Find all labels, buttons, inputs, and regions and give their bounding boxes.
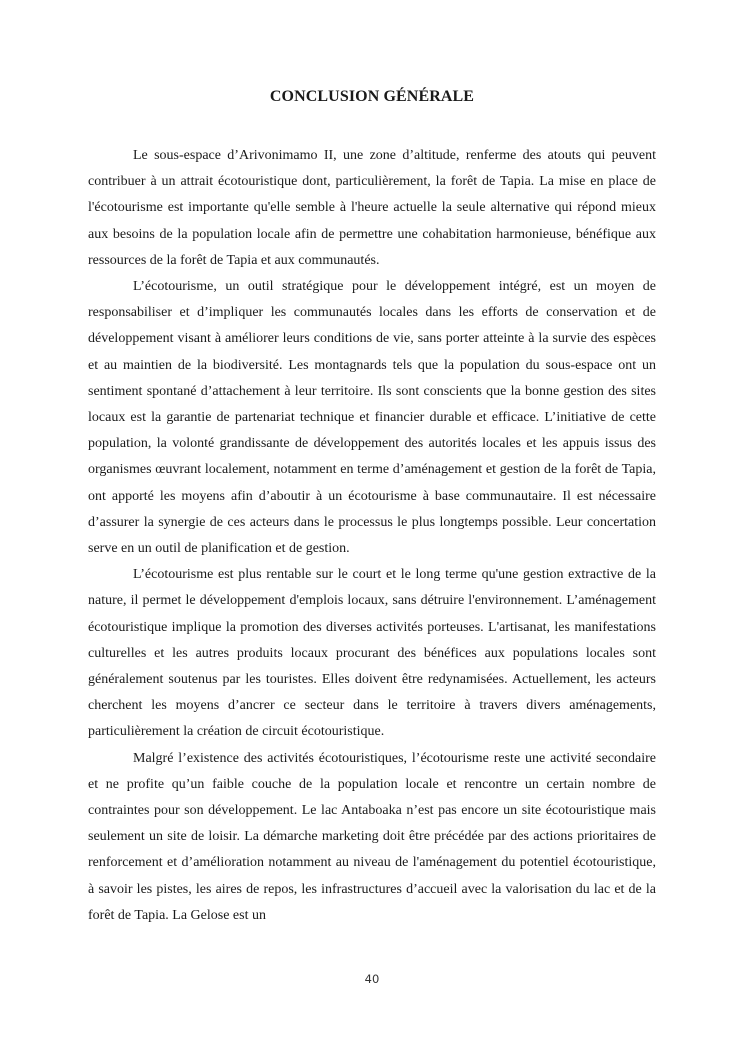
paragraph-2: L’écotourisme, un outil stratégique pour le développement intégré, est un moyen de responsabiliser et d’impliquer les communautés locales dans les efforts de conservation et de développement visant à améliorer leurs conditions de vie, sans porter atteinte à la survie des espèces et au maintien de la biodiversité. Les montagnards tels que la population du sous-espace ont un sentiment spontané d’attachement à leur territoire. Ils sont conscients que la bonne gestion des sites locaux est la garantie de partenariat technique et financier durable et efficace. L’initiative de cette population, la volonté grandissante de développement des autorités locales et les appuis issus des organismes œuvrant localement, notamment en terme d’aménagement et gestion de la forêt de Tapia, ont apporté les moyens afin d’aboutir à un écotourisme à base communautaire. Il est nécessaire d’assurer la synergie de ces acteurs dans le processus le plus longtemps possible. Leur concertation serve en un outil de planification et de gestion.	[88, 279, 656, 557]
paragraph-1: Le sous-espace d’Arivonimamo II, une zone d’altitude, renferme des atouts qui peuvent contribuer à un attrait écotouristique dont, particulièrement, la forêt de Tapia. La mise en place de l'écotourisme est importante qu'elle semble à l'heure actuelle la seule alternative qui répond mieux aux besoins de la population locale afin de permettre une cohabitation harmonieuse, bénéfique aux ressources de la forêt de Tapia et aux communautés.	[88, 148, 656, 268]
paragraph-4: Malgré l’existence des activités écotouristiques, l’écotourisme reste une activité secondaire et ne profite qu’un faible couche de la population locale et rencontre un certain nombre de contraintes pour son développement. Le lac Antaboaka n’est pas encore un site écotouristique mais seulement un site de loisir. La démarche marketing doit être précédée par des actions prioritaires de renforcement et d’amélioration notamment au niveau de l'aménagement du potentiel écotouristique, à savoir les pistes, les aires de repos, les infrastructures d’accueil avec la valorisation du lac et de la forêt de Tapia. La Gelose est un	[88, 750, 656, 923]
page-title: CONCLUSION GÉNÉRALE	[269, 88, 475, 105]
page-number: 40	[364, 972, 380, 986]
body-text	[88, 143, 656, 929]
paragraph-3: L’écotourisme est plus rentable sur le court et le long terme qu'une gestion extractive de la nature, il permet le développement d'emplois locaux, sans détruire l'environnement. L’aménagement écotouristique implique la promotion des diverses activités porteuses. L'artisanat, les manifestations culturelles et les autres produits locaux procurant des bénéfices aux populations locales sont généralement soutenus par les touristes. Elles doivent être redynamisées. Actuellement, les acteurs cherchent les moyens d’ancrer ce secteur dans le territoire à travers divers aménagements, particulièrement la création de circuit écotouristique.	[88, 567, 656, 740]
